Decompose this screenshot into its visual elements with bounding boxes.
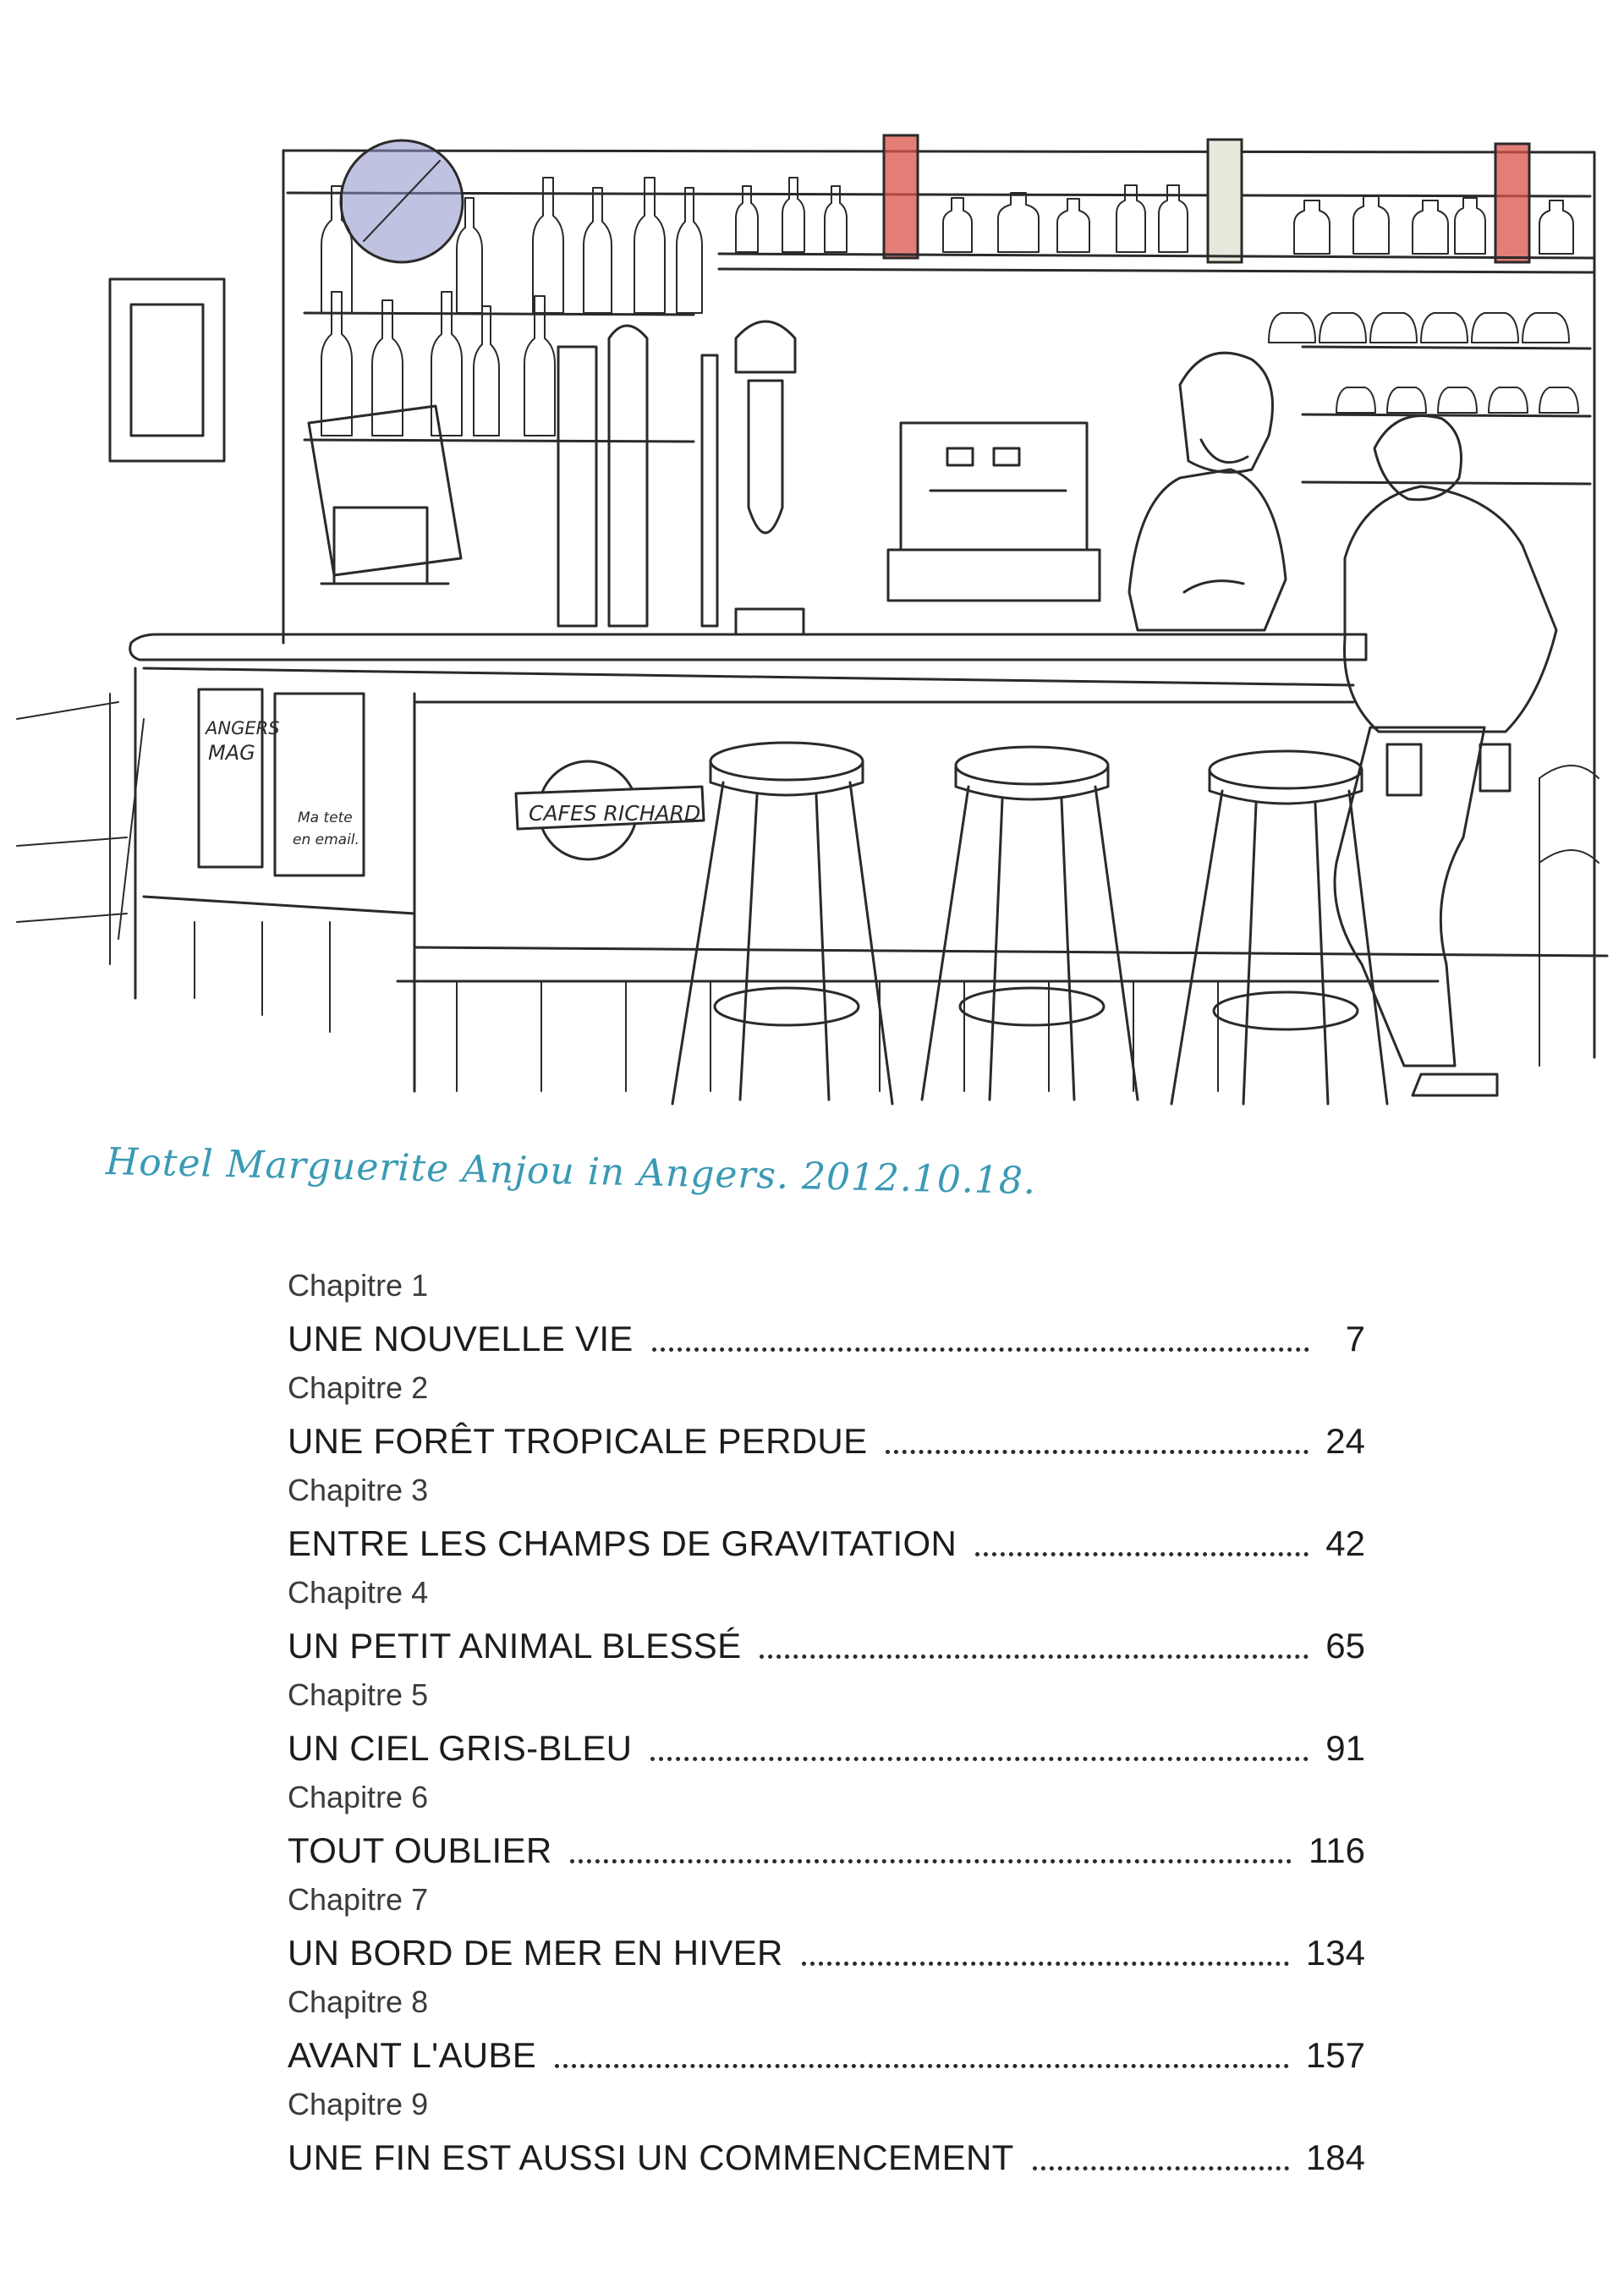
chapter-row <box>288 1820 1365 1873</box>
toc-entry[interactable] <box>288 1369 1365 1472</box>
chapter-row <box>288 1309 1365 1361</box>
chapter-title: UNE FORÊT TROPICALE PERDUE <box>288 1421 868 1461</box>
poster-angers-line1: ANGERS <box>206 718 280 738</box>
dot-leader <box>650 1757 1309 1761</box>
chapter-title: AVANT L'AUBE <box>288 2035 537 2075</box>
bar-stool-1 <box>672 743 892 1104</box>
dot-leader <box>975 1552 1309 1556</box>
poster-menu-line1: Ma tete <box>298 809 353 826</box>
right-chair-sketch <box>1539 766 1599 1066</box>
chapter-row <box>288 1923 1365 1975</box>
left-wall-sketch <box>17 694 144 964</box>
chapter-number: Chapitre 6 <box>288 1780 429 1814</box>
cafes-richard-text: CAFES RICHARD <box>529 801 701 826</box>
toc-entry[interactable] <box>288 1881 1365 1984</box>
bar-sketch-drawing <box>0 0 1624 1133</box>
chapter-row <box>288 1718 1365 1770</box>
hanging-lamps <box>884 135 1529 262</box>
chapter-number: Chapitre 3 <box>288 1473 429 1507</box>
toc-entry[interactable] <box>288 1267 1365 1369</box>
chapter-page-number: 184 <box>1305 2138 1365 2177</box>
customer-figure <box>1335 416 1556 1095</box>
illustration-caption: Hotel Marguerite Anjou in Angers. 2012.10.18. <box>105 1140 1037 1204</box>
chapter-number: Chapitre 7 <box>288 1882 429 1917</box>
chapter-row <box>288 2127 1365 2180</box>
dot-leader <box>802 1962 1289 1966</box>
dot-leader <box>760 1655 1309 1659</box>
chapter-row <box>288 1616 1365 1668</box>
chapter-title: ENTRE LES CHAMPS DE GRAVITATION <box>288 1523 957 1563</box>
chapter-page-number: 157 <box>1305 2035 1365 2075</box>
barista-figure <box>1129 353 1286 630</box>
chapter-row <box>288 1513 1365 1566</box>
dot-leader <box>570 1859 1292 1863</box>
chapter-page-number: 24 <box>1325 1421 1365 1461</box>
chapter-page-number: 65 <box>1325 1626 1365 1666</box>
chapter-page-number: 134 <box>1305 1933 1365 1973</box>
dot-leader <box>1033 2166 1289 2171</box>
bar-sketch-illustration <box>0 0 1624 1133</box>
bar-stool-3 <box>1171 751 1387 1104</box>
chapter-row <box>288 2025 1365 2077</box>
chapter-title: UN PETIT ANIMAL BLESSÉ <box>288 1626 742 1666</box>
chapter-number: Chapitre 1 <box>288 1268 429 1303</box>
chapter-number: Chapitre 8 <box>288 1984 429 2019</box>
jars-right <box>736 178 1573 254</box>
wall-picture-frame <box>110 279 224 461</box>
chapter-page-number: 7 <box>1345 1319 1365 1358</box>
toc-entry[interactable] <box>288 1677 1365 1779</box>
chapter-number: Chapitre 2 <box>288 1370 429 1405</box>
chapter-number: Chapitre 9 <box>288 2087 429 2121</box>
chapter-number: Chapitre 4 <box>288 1575 429 1610</box>
chapter-number: Chapitre 5 <box>288 1677 429 1712</box>
counter-panels <box>195 922 1218 1091</box>
bar-stool-2 <box>922 747 1138 1100</box>
toc-entry[interactable] <box>288 1472 1365 1574</box>
cups-right <box>1269 313 1578 413</box>
chapter-title: UN CIEL GRIS-BLEU <box>288 1728 633 1768</box>
poster-menu-line2: en email. <box>293 831 359 848</box>
poster-angers-line2: MAG <box>208 741 255 765</box>
chapter-page-number: 91 <box>1325 1728 1365 1768</box>
dot-leader <box>652 1347 1309 1352</box>
toc-entry[interactable] <box>288 2086 1365 2188</box>
chapter-row <box>288 1411 1365 1463</box>
chapter-title: UNE FIN EST AUSSI UN COMMENCEMENT <box>288 2138 1014 2177</box>
chapter-page-number: 42 <box>1325 1523 1365 1563</box>
chapter-title: TOUT OUBLIER <box>288 1830 552 1870</box>
toc-entry[interactable] <box>288 1779 1365 1881</box>
dot-leader <box>886 1450 1309 1454</box>
cash-register <box>309 406 461 584</box>
toc-entry[interactable] <box>288 1984 1365 2086</box>
toc-entry[interactable] <box>288 1574 1365 1677</box>
dot-leader <box>555 2064 1289 2068</box>
back-wall <box>283 151 1594 1057</box>
beer-taps <box>558 321 804 634</box>
table-of-contents <box>288 1267 1365 2188</box>
chapter-title: UNE NOUVELLE VIE <box>288 1319 634 1358</box>
chapter-page-number: 116 <box>1309 1830 1365 1870</box>
chapter-title: UN BORD DE MER EN HIVER <box>288 1933 783 1973</box>
coffee-machine <box>888 423 1100 601</box>
